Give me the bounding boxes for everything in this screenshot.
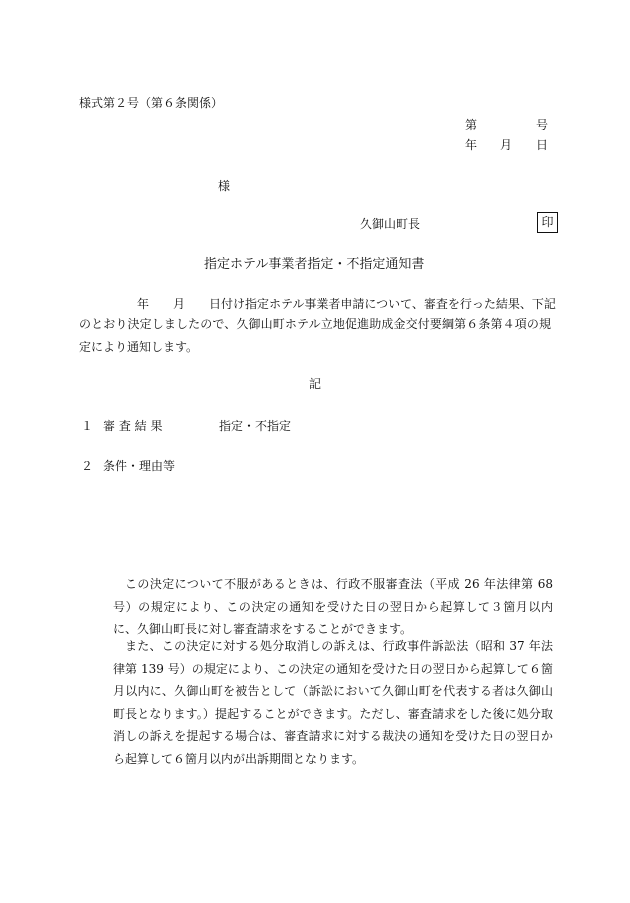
- item-2-label: 条件・理由等: [103, 459, 176, 473]
- item-2-number: ２: [81, 459, 94, 473]
- intro-year: 年: [137, 297, 150, 311]
- date-day: 日: [536, 138, 549, 152]
- date-year: 年: [465, 138, 478, 152]
- item-1-label: 審 査 結 果: [103, 419, 163, 433]
- form-number: 様式第２号（第６条関係）: [79, 96, 224, 110]
- issuer-title: 久御山町長: [360, 217, 421, 231]
- seal-box: [537, 212, 558, 233]
- intro-text-line1: 日付け指定ホテル事業者申請について、審査を行った結果、下記: [209, 297, 556, 311]
- intro-month: 月: [173, 297, 186, 311]
- addressee-suffix: 様: [218, 179, 231, 193]
- notice-paragraph-1: この決定について不服があるときは、行政不服審査法（平成 26 年法律第 68 号）の規定により、この決定の通知を受けた日の翌日から起算して３箇月以内に、久御山町長に対し審査請求をすることができます。: [113, 577, 553, 636]
- item-1-number: １: [81, 419, 94, 433]
- date-month: 月: [500, 138, 513, 152]
- number-prefix: 第: [465, 118, 478, 132]
- ki-heading: 記: [309, 377, 322, 391]
- notice-paragraph-2: また、この決定に対する処分取消しの訴えは、行政事件訴訟法（昭和 37 年法律第 139 号）の規定により、この決定の通知を受けた日の翌日から起算して６箇月以内に、久御山町を被告として（訴訟において久御山町を代表する者は久御山町長となります。）提起することができます。ただし、審査請求をした後に処分取消しの訴えを提起する場合は、審査請求に対する裁決の通知を受けた日の翌日から起算して６箇月以内が出訴期間となります。: [113, 639, 553, 766]
- number-suffix: 号: [536, 118, 549, 132]
- item-1-value: 指定・不指定: [219, 419, 292, 433]
- document-title: 指定ホテル事業者指定・不指定通知書: [204, 257, 425, 272]
- intro-text-rest: のとおり決定しましたので、久御山町ホテル立地促進助成金交付要綱第６条第４項の規定により通知します。: [79, 317, 551, 354]
- seal-label: 印: [541, 215, 554, 229]
